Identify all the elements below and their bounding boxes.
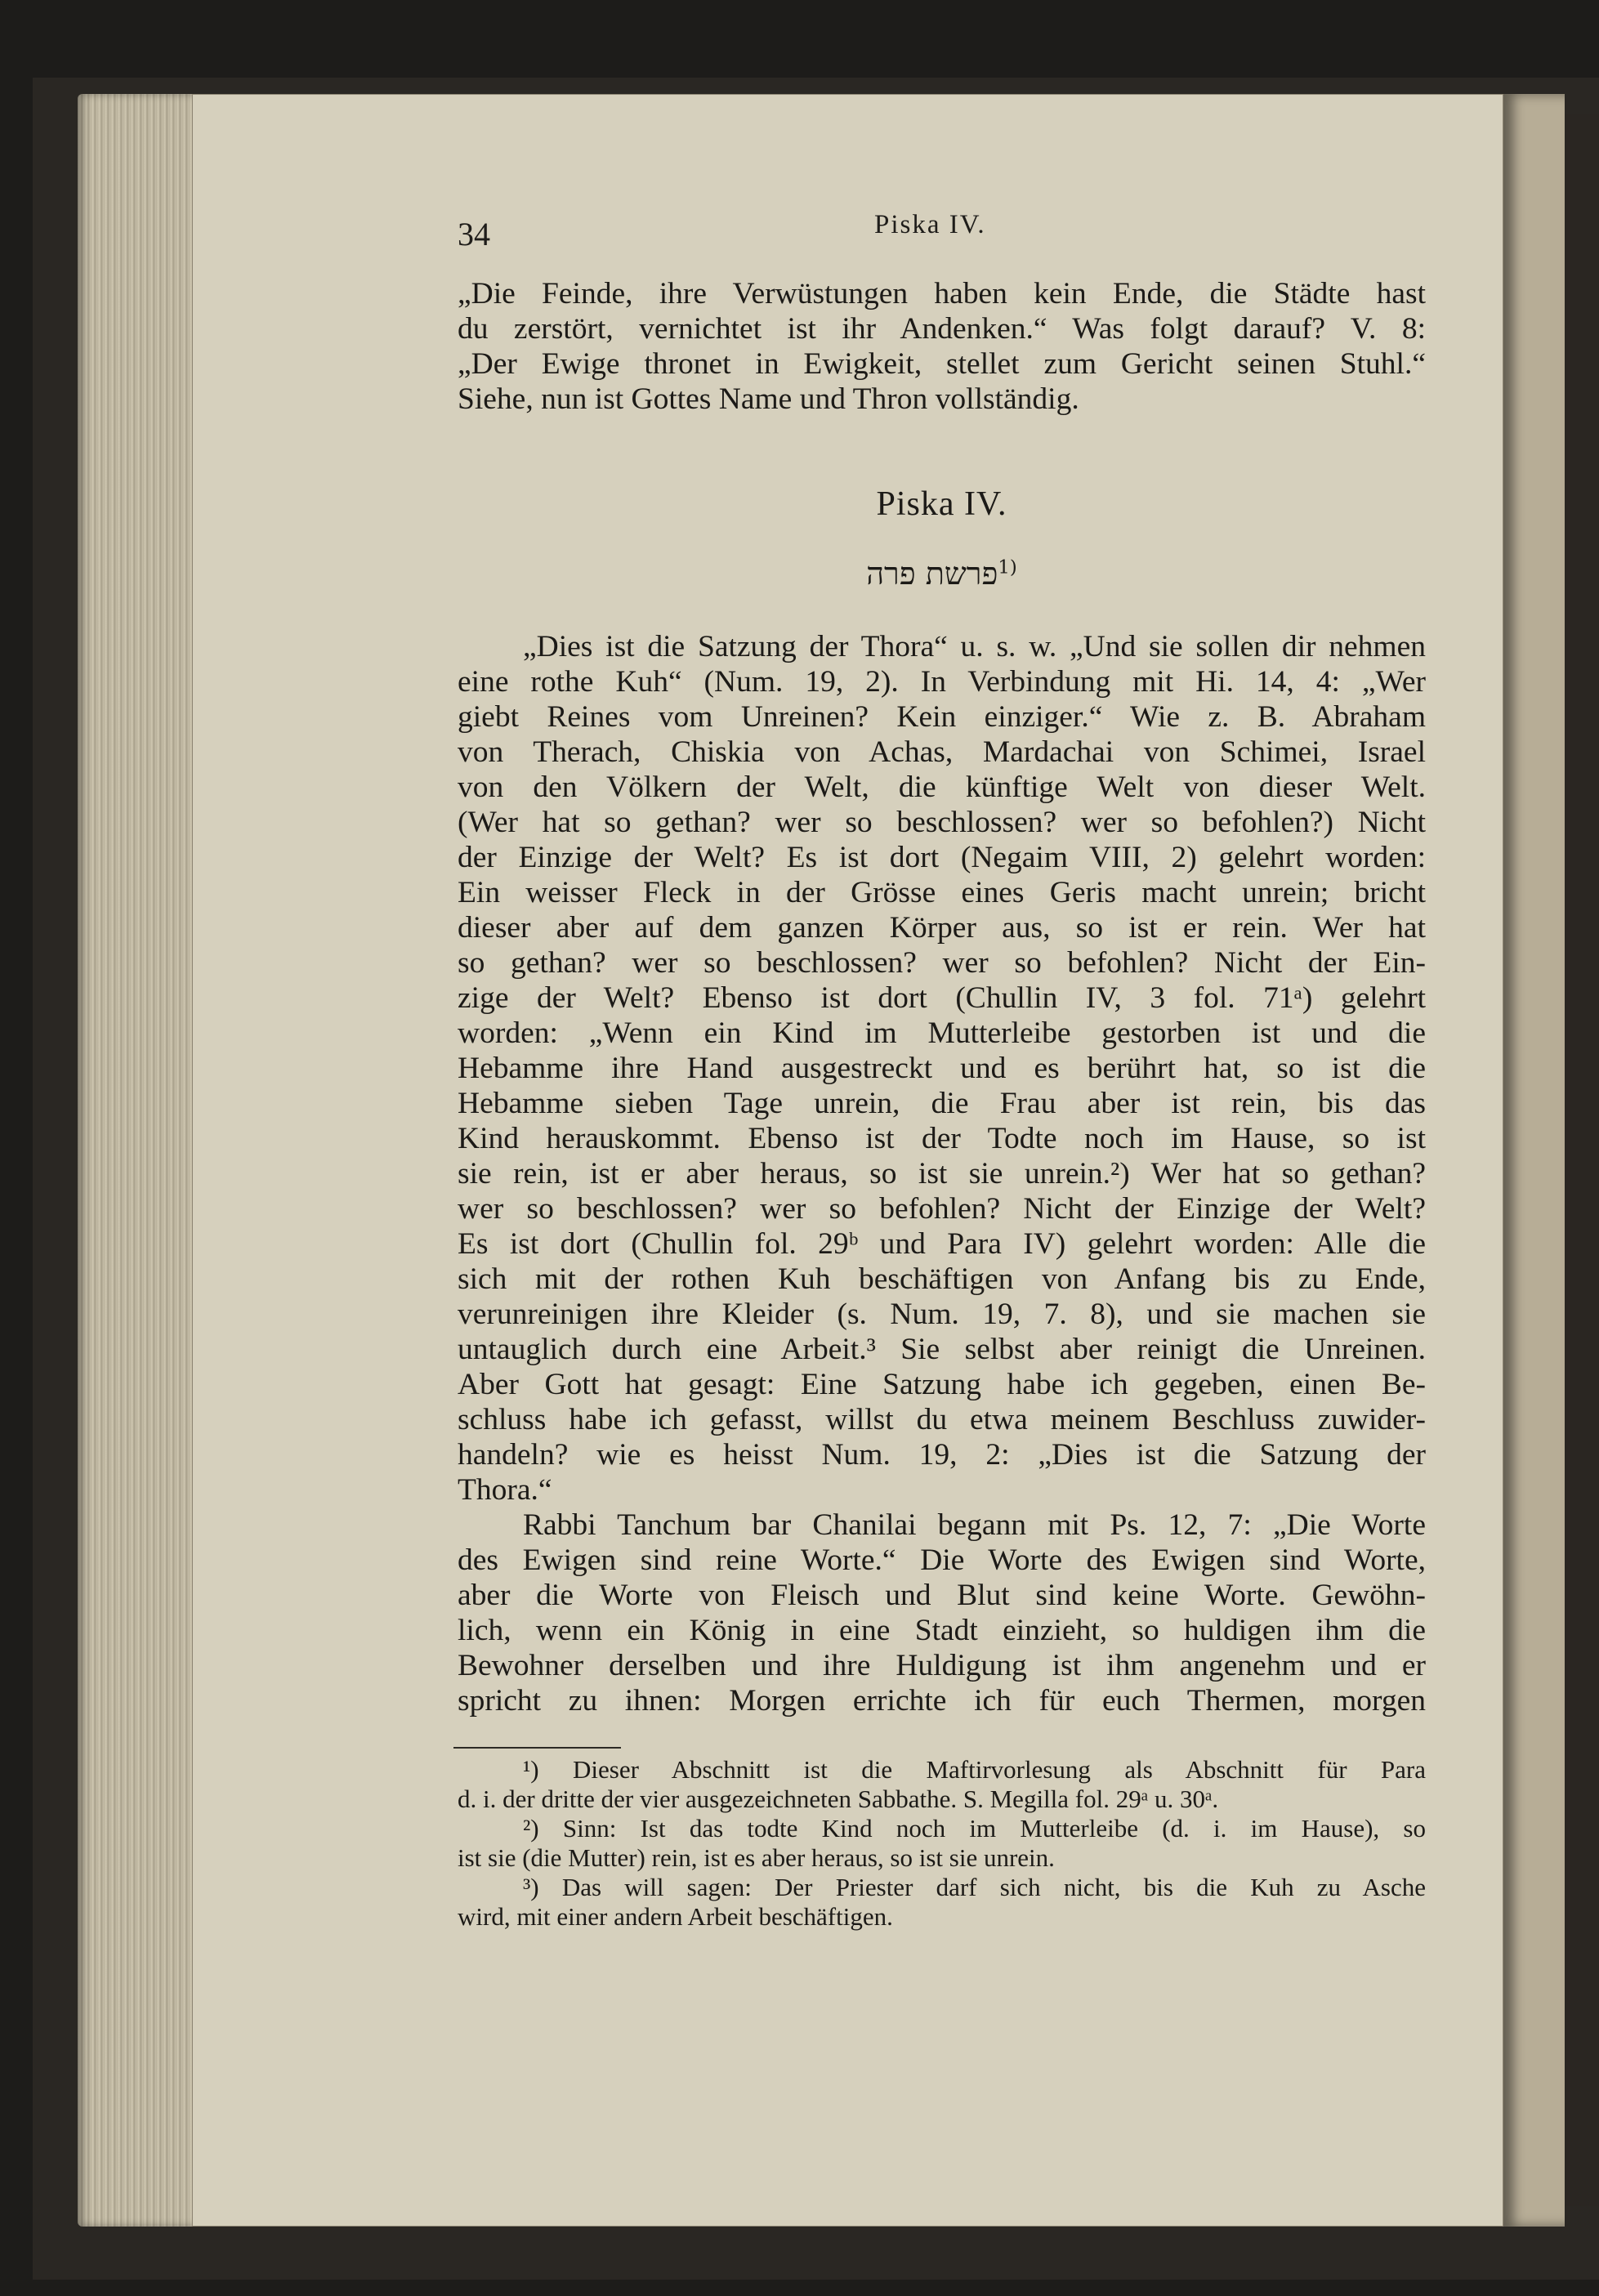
footnote-line: ist sie (die Mutter) rein, ist es aber heraus, so ist sie unrein.	[458, 1843, 1055, 1872]
text-line: Thora.“	[458, 1473, 552, 1507]
footnote-line: wird, mit einer andern Arbeit beschäftigen.	[458, 1902, 893, 1931]
main-text	[458, 629, 1426, 1718]
footnote-line: ²) Sinn: Ist das todte Kind noch im Mutterleibe (d. i. im Hause), so	[523, 1814, 1426, 1843]
text-line: Es ist dort (Chullin fol. 29ᵇ und Para IV) gelehrt worden: Alle die	[458, 1227, 1426, 1261]
text-line: aber die Worte von Fleisch und Blut sind keine Worte. Gewöhn-	[458, 1579, 1426, 1612]
text-line: (Wer hat so gethan? wer so beschlossen? wer so befohlen?) Nicht	[458, 806, 1426, 839]
text-line: spricht zu ihnen: Morgen errichte ich für euch Thermen, morgen	[458, 1684, 1426, 1718]
text-line: von den Völkern der Welt, die künftige Welt von dieser Welt.	[458, 771, 1426, 804]
intro-paragraph	[458, 276, 1426, 417]
footnote-line: ³) Das will sagen: Der Priester darf sich nicht, bis die Kuh zu Asche	[523, 1873, 1426, 1901]
section-title: Piska IV.	[876, 485, 1007, 523]
text-line: so gethan? wer so beschlossen? wer so befohlen? Nicht der Ein-	[458, 946, 1426, 980]
page-edges	[78, 94, 196, 2227]
running-head: Piska IV.	[874, 210, 986, 239]
text-line: sie rein, ist er aber heraus, so ist sie unrein.²) Wer hat so gethan?	[458, 1157, 1426, 1190]
text-line: dieser aber auf dem ganzen Körper aus, so ist er rein. Wer hat	[458, 911, 1426, 945]
text-line: eine rothe Kuh“ (Num. 19, 2). In Verbindung mit Hi. 14, 4: „Wer	[458, 665, 1426, 699]
footnote-line: ¹) Dieser Abschnitt ist die Maftirvorlesung als Abschnitt für Para	[523, 1755, 1426, 1784]
text-line: Kind herauskommt. Ebenso ist der Todte noch im Hause, so ist	[458, 1122, 1426, 1155]
text-line: des Ewigen sind reine Worte.“ Die Worte des Ewigen sind Worte,	[458, 1543, 1426, 1577]
section-subtitle	[458, 556, 1426, 592]
text-line: Bewohner derselben und ihre Huldigung ist ihm angenehm und er	[458, 1649, 1426, 1682]
hebrew-subtitle: פרשת פרה	[866, 556, 998, 592]
text-line: Ein weisser Fleck in der Grösse eines Geris macht unrein; bricht	[458, 876, 1426, 909]
text-line: Hebamme sieben Tage unrein, die Frau aber ist rein, bis das	[458, 1087, 1426, 1120]
text-line: untauglich durch eine Arbeit.³ Sie selbst aber reinigt die Unreinen.	[458, 1333, 1426, 1366]
text-line: Rabbi Tanchum bar Chanilai begann mit Ps. 12, 7: „Die Worte	[523, 1508, 1426, 1542]
text-line: der Einzige der Welt? Es ist dort (Negaim VIII, 2) gelehrt worden:	[458, 841, 1426, 874]
text-line: wer so beschlossen? wer so befohlen? Nicht der Einzige der Welt?	[458, 1192, 1426, 1226]
text-line: schluss habe ich gefasst, willst du etwa meinem Beschluss zuwider-	[458, 1403, 1426, 1436]
footnote-divider	[453, 1747, 621, 1749]
text-line: von Therach, Chiskia von Achas, Mardachai von Schimei, Israel	[458, 735, 1426, 769]
text-line: du zerstört, vernichtet ist ihr Andenken.“ Was folgt darauf? V. 8:	[458, 312, 1426, 346]
text-line: handeln? wie es heisst Num. 19, 2: „Dies ist die Satzung der	[458, 1438, 1426, 1472]
page-number: 34	[458, 216, 490, 252]
text-line: Hebamme ihre Hand ausgestreckt und es berührt hat, so ist die	[458, 1052, 1426, 1085]
text-line: „Der Ewige thronet in Ewigkeit, stellet zum Gericht seinen Stuhl.“	[458, 347, 1426, 381]
text-line: Aber Gott hat gesagt: Eine Satzung habe ich gegeben, einen Be-	[458, 1368, 1426, 1401]
text-line: zige der Welt? Ebenso ist dort (Chullin IV, 3 fol. 71ᵃ) gelehrt	[458, 981, 1426, 1015]
book-spine-shadow	[1565, 114, 1599, 2206]
subtitle-footnote-ref: 1)	[998, 556, 1017, 578]
text-line: „Die Feinde, ihre Verwüstungen haben kein Ende, die Städte hast	[458, 277, 1426, 310]
page-header	[458, 208, 1422, 257]
text-line: worden: „Wenn ein Kind im Mutterleibe gestorben ist und die	[458, 1016, 1426, 1050]
text-line: giebt Reines vom Unreinen? Kein einziger.“ Wie z. B. Abraham	[458, 700, 1426, 734]
text-line: Siehe, nun ist Gottes Name und Thron vollständig.	[458, 382, 1079, 416]
footnote-line: d. i. der dritte der vier ausgezeichneten Sabbathe. S. Megilla fol. 29ᵃ u. 30ᵃ.	[458, 1785, 1219, 1813]
text-line: „Dies ist die Satzung der Thora“ u. s. w. „Und sie sollen dir nehmen	[523, 630, 1426, 663]
footnotes	[458, 1755, 1426, 1932]
text-line: sich mit der rothen Kuh beschäftigen von Anfang bis zu Ende,	[458, 1262, 1426, 1296]
text-line: lich, wenn ein König in eine Stadt einzieht, so huldigen ihm die	[458, 1614, 1426, 1647]
facing-page-edge	[1503, 94, 1565, 2227]
text-line: verunreinigen ihre Kleider (s. Num. 19, 7. 8), und sie machen sie	[458, 1298, 1426, 1331]
